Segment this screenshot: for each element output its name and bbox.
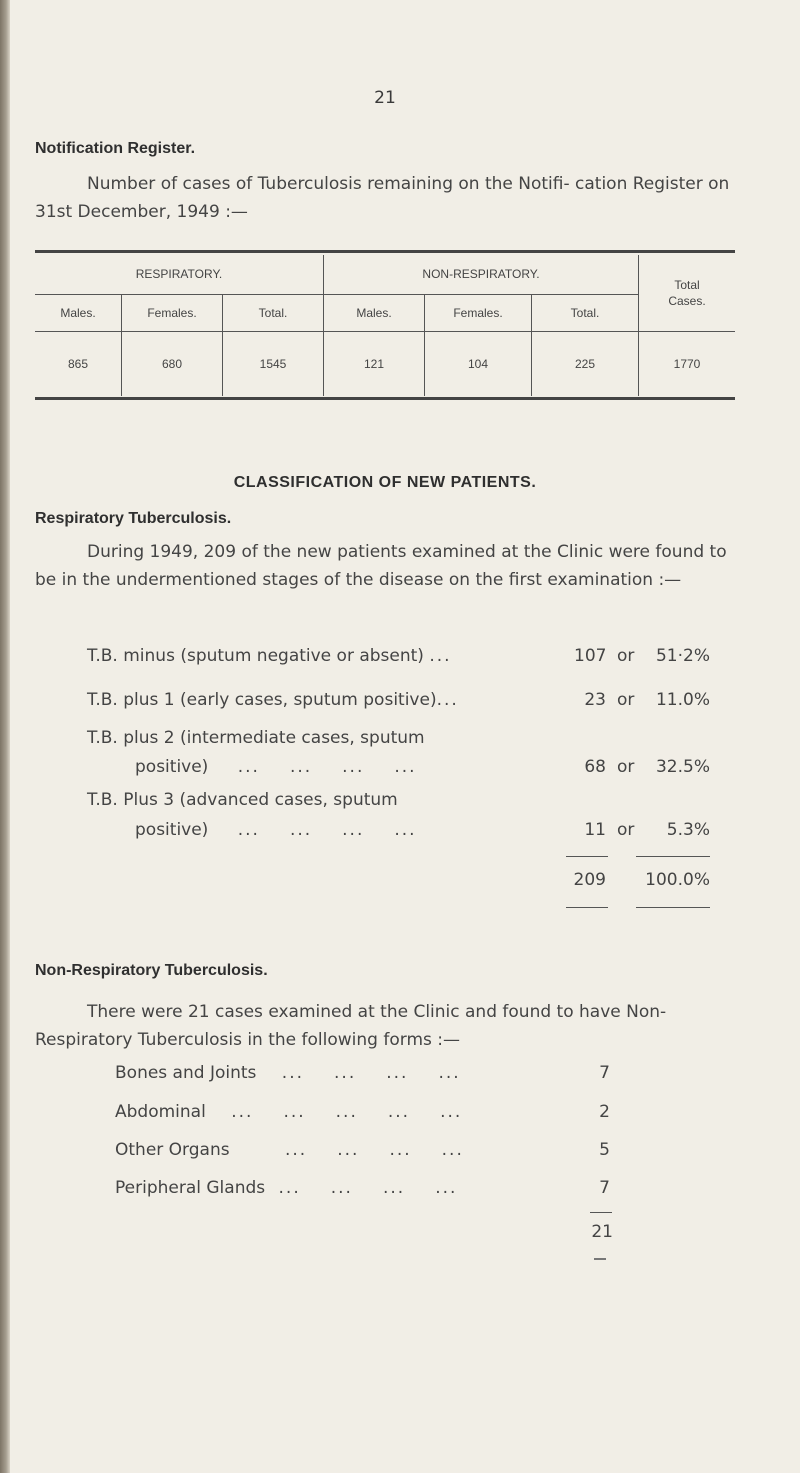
- col-resp-females: Females.: [122, 295, 223, 332]
- form-row-2-label: Abdominal ... ... ... ... ...: [115, 1102, 463, 1122]
- cell-nonresp-females: 104: [425, 332, 532, 396]
- end-mark: [594, 1258, 606, 1260]
- stage-row-2-count: 23: [584, 690, 606, 710]
- page-number: 21: [374, 88, 396, 108]
- total-rule-top-count: [566, 856, 608, 857]
- col-nonresp-males: Males.: [324, 295, 425, 332]
- stage-row-1-or: or: [617, 646, 635, 666]
- cell-total-cases: 1770: [639, 332, 736, 396]
- stage-row-1-count: 107: [574, 646, 607, 666]
- stage-row-3-label-line2: positive) ... ... ... ...: [135, 757, 417, 777]
- register-table: [35, 250, 735, 400]
- stage-row-4-label-line2: positive) ... ... ... ...: [135, 820, 417, 840]
- respiratory-heading: Respiratory Tuberculosis.: [35, 510, 232, 527]
- total-rule-top-percent: [636, 856, 710, 857]
- stage-row-2-or: or: [617, 690, 635, 710]
- cell-resp-total: 1545: [223, 332, 324, 396]
- form-row-1-label: Bones and Joints ... ... ... ...: [115, 1063, 461, 1083]
- total-rule-bottom-percent: [636, 907, 710, 908]
- notification-heading: Notification Register.: [35, 140, 196, 157]
- stage-row-3-label-line1: T.B. plus 2 (intermediate cases, sputum: [87, 728, 425, 748]
- stage-row-3-or: or: [617, 757, 635, 777]
- cell-nonresp-total: 225: [532, 332, 639, 396]
- page-edge: [0, 0, 10, 1473]
- cell-resp-males: 865: [35, 332, 122, 396]
- form-row-2-count: 2: [599, 1102, 610, 1122]
- stage-row-2-percent: 11.0%: [655, 690, 710, 710]
- respiratory-intro: During 1949, 209 of the new patients examined at the Clinic were found to be in the undermentioned stages of the disease on the first examination :—: [35, 542, 727, 590]
- stage-row-3-percent: 32.5%: [655, 757, 710, 777]
- col-nonresp-females: Females.: [425, 295, 532, 332]
- stage-row-1-label: T.B. minus (sputum negative or absent) ...: [87, 646, 452, 666]
- stage-row-2-label: T.B. plus 1 (early cases, sputum positive)...: [87, 690, 459, 710]
- form-row-3-count: 5: [599, 1140, 610, 1160]
- stage-row-3-count: 68: [584, 757, 606, 777]
- cell-resp-females: 680: [122, 332, 223, 396]
- classification-title: CLASSIFICATION OF NEW PATIENTS.: [233, 474, 537, 491]
- form-row-3-label: Other Organs ... ... ... ...: [115, 1140, 464, 1160]
- forms-total-rule: [590, 1212, 612, 1213]
- form-row-4-label: Peripheral Glands ... ... ... ...: [115, 1178, 458, 1198]
- col-resp-males: Males.: [35, 295, 122, 332]
- stage-row-4-percent: 5.3%: [666, 820, 710, 840]
- header-non-respiratory: NON-RESPIRATORY.: [324, 255, 639, 295]
- cell-nonresp-males: 121: [324, 332, 425, 396]
- form-row-4-count: 7: [599, 1178, 610, 1198]
- total-rule-bottom-count: [566, 907, 608, 908]
- stage-row-4-label-line1: T.B. Plus 3 (advanced cases, sputum: [87, 790, 398, 810]
- non-respiratory-intro: There were 21 cases examined at the Clinic and found to have Non-Respiratory Tuberculosis in the following forms :—: [35, 1002, 667, 1050]
- header-total-cases: Total Cases.: [668, 277, 706, 308]
- form-row-1-count: 7: [599, 1063, 610, 1083]
- stage-total-count: 209: [573, 870, 606, 890]
- stage-row-1-percent: 51·2%: [655, 646, 710, 666]
- header-respiratory: RESPIRATORY.: [35, 255, 324, 295]
- col-resp-total: Total.: [223, 295, 324, 332]
- stage-row-4-or: or: [617, 820, 635, 840]
- forms-total-count: 21: [591, 1222, 613, 1242]
- stage-total-percent: 100.0%: [645, 870, 710, 890]
- stage-row-4-count: 11: [584, 820, 606, 840]
- non-respiratory-heading: Non-Respiratory Tuberculosis.: [35, 962, 268, 979]
- notification-intro: Number of cases of Tuberculosis remaining on the Notifi- cation Register on 31st December, 1949 :—: [35, 174, 730, 222]
- col-nonresp-total: Total.: [532, 295, 639, 332]
